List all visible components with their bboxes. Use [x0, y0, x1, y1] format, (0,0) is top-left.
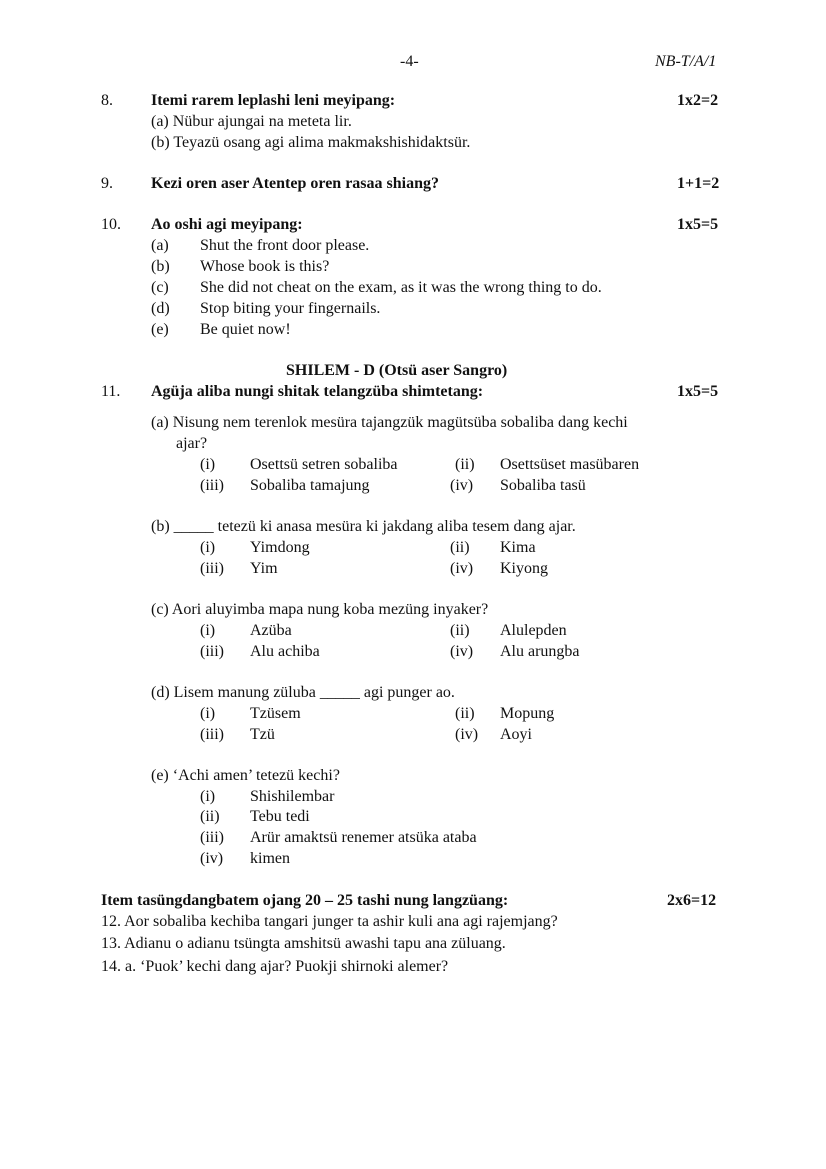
q10-sentence: Whose book is this? — [200, 258, 330, 275]
q14-text: 14. a. ‘Puok’ kechi dang ajar? Puokji shirnoki alemer? — [101, 958, 449, 975]
option-label: (iv) — [450, 560, 474, 577]
option-text: Tzü — [250, 726, 275, 743]
q11d-question: (d) Lisem manung züluba _____ agi punger ao. — [151, 684, 455, 701]
option-label: (iv) — [450, 477, 474, 494]
q11c-question: (c) Aori aluyimba mapa nung koba mezüng inyaker? — [151, 601, 489, 618]
option-text: Azüba — [250, 622, 292, 639]
q9-number: 9. — [101, 175, 113, 192]
option-label: (ii) — [455, 456, 475, 473]
option-label: (ii) — [455, 705, 475, 722]
option-label: (iii) — [200, 829, 224, 846]
long-section-marks: 2x6=12 — [667, 892, 717, 909]
option-label: (i) — [200, 539, 216, 556]
option-text: Sobaliba tamajung — [250, 477, 370, 494]
q11a-question-cont: ajar? — [176, 435, 208, 452]
option-label: (i) — [200, 788, 216, 805]
q11-number: 11. — [101, 383, 121, 400]
q10-label: (c) — [151, 279, 169, 296]
paper-code: NB-T/A/1 — [655, 53, 717, 70]
section-d-title: SHILEM - D (Otsü aser Sangro) — [286, 362, 508, 379]
option-text: Alu achiba — [250, 643, 320, 660]
option-label: (iv) — [455, 726, 479, 743]
option-text: Osettsüset masübaren — [500, 456, 640, 473]
option-label: (iii) — [200, 560, 224, 577]
q10-title: Ao oshi agi meyipang: — [151, 216, 303, 233]
q8-marks: 1x2=2 — [677, 92, 719, 109]
page-number: -4- — [400, 53, 419, 70]
q11e-question: (e) ‘Achi amen’ tetezü kechi? — [151, 767, 340, 784]
option-label: (ii) — [450, 622, 470, 639]
option-text: Alu arungba — [500, 643, 580, 660]
q10-sentence: Be quiet now! — [200, 321, 291, 338]
option-text: Kiyong — [500, 560, 548, 577]
q11-marks: 1x5=5 — [677, 383, 719, 400]
q10-sentence: Stop biting your fingernails. — [200, 300, 381, 317]
q12-text: 12. Aor sobaliba kechiba tangari junger ta ashir kuli ana agi rajemjang? — [101, 913, 558, 930]
option-text: Osettsü setren sobaliba — [250, 456, 398, 473]
q11-title: Agüja aliba nungi shitak telangzüba shimtetang: — [151, 383, 484, 400]
option-label: (i) — [200, 705, 216, 722]
option-text: Shishilembar — [250, 788, 335, 805]
option-label: (iii) — [200, 477, 224, 494]
option-text: kimen — [250, 850, 290, 867]
option-text: Arür amaktsü renemer atsüka ataba — [250, 829, 477, 846]
option-label: (iii) — [200, 726, 224, 743]
q10-label: (a) — [151, 237, 169, 254]
q10-marks: 1x5=5 — [677, 216, 719, 233]
option-label: (iii) — [200, 643, 224, 660]
q10-sentence: She did not cheat on the exam, as it was the wrong thing to do. — [200, 279, 602, 296]
q10-sentence: Shut the front door please. — [200, 237, 370, 254]
option-text: Kima — [500, 539, 536, 556]
option-text: Tebu tedi — [250, 808, 310, 825]
option-text: Tzüsem — [250, 705, 301, 722]
q10-number: 10. — [101, 216, 121, 233]
q8-title: Itemi rarem leplashi leni meyipang: — [151, 92, 396, 109]
q11a-question: (a) Nisung nem terenlok mesüra tajangzük magütsüba sobaliba dang kechi — [151, 414, 628, 431]
q13-text: 13. Adianu o adianu tsüngta amshitsü awashi tapu ana züluang. — [101, 935, 506, 952]
q8-item-b: (b) Teyazü osang agi alima makmakshishidaktsür. — [151, 134, 471, 151]
option-label: (i) — [200, 622, 216, 639]
q9-marks: 1+1=2 — [677, 175, 720, 192]
long-section-title: Item tasüngdangbatem ojang 20 – 25 tashi nung langzüang: — [101, 892, 509, 909]
q10-label: (b) — [151, 258, 170, 275]
option-text: Yimdong — [250, 539, 310, 556]
q10-label: (e) — [151, 321, 169, 338]
option-label: (ii) — [450, 539, 470, 556]
q11b-question: (b) _____ tetezü ki anasa mesüra ki jakdang aliba tesem dang ajar. — [151, 518, 576, 535]
q8-number: 8. — [101, 92, 113, 109]
option-label: (ii) — [200, 808, 220, 825]
option-text: Yim — [250, 560, 278, 577]
option-label: (i) — [200, 456, 216, 473]
option-text: Mopung — [500, 705, 555, 722]
option-label: (iv) — [200, 850, 224, 867]
q8-item-a: (a) Nübur ajungai na meteta lir. — [151, 113, 352, 130]
option-text: Aoyi — [500, 726, 532, 743]
q9-title: Kezi oren aser Atentep oren rasaa shiang? — [151, 175, 439, 192]
option-label: (iv) — [450, 643, 474, 660]
option-text: Sobaliba tasü — [500, 477, 586, 494]
q10-label: (d) — [151, 300, 170, 317]
option-text: Alulepden — [500, 622, 567, 639]
